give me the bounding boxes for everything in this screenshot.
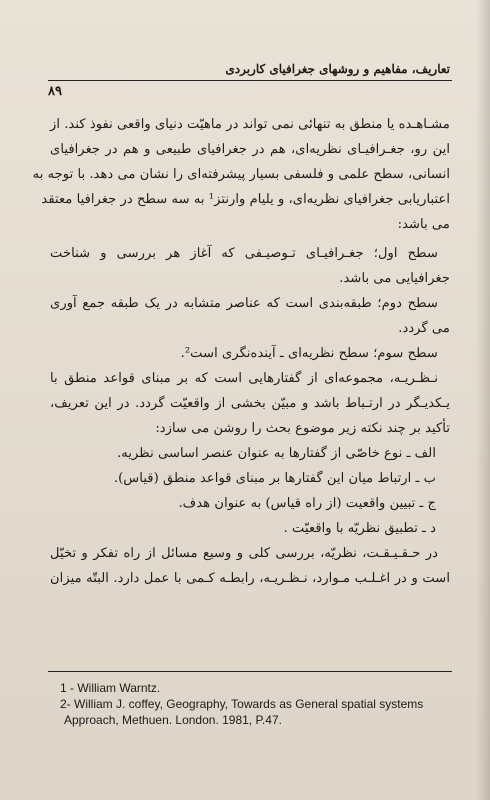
theory-paragraph-line: نـظـریـه، مجموعه‌ای از گفتارهایی است که بر مبنای قواعد منطق با (50, 371, 438, 386)
footnote-rule (48, 671, 452, 672)
paragraph-line: اعتباریابی جغرافیای نظریه‌ای، و یلیام وارنتز¹ به سه سطح در جغرافیا معتقد (41, 192, 450, 207)
list-item-alef: الف ـ نوع خاصّی از گفتارها به عنوان عنصر اساسی نظریه. (117, 446, 436, 461)
theory-paragraph-line: تأکید بر چند نکته زیر موضوع بحث را روشن می سازد: (155, 421, 450, 436)
body-text (32, 112, 450, 591)
level-three-line: سطح سوم؛ سطح نظریه‌ای ـ آینده‌نگری است². (180, 346, 438, 361)
closing-paragraph-line: است و در اغـلـب مـوارد، نـظـریـه، رابطـه کـمی با عمل دارد. البتّه میزان (50, 571, 450, 586)
header-rule (48, 80, 452, 81)
list-item-jim: ج ـ تبیین واقعیت (از راه قیاس) به عنوان هدف. (178, 496, 436, 511)
level-one-line: جغرافیایی می باشد. (339, 271, 450, 286)
footnote-2: 2- William J. coffey, Geography, Towards as General spatial systems (60, 697, 424, 711)
paragraph-line: می باشد: (397, 217, 450, 232)
page-edge-shadow (476, 0, 490, 800)
paragraph-line: این رو، جغـرافیـای نظریه‌ای، هم در جغرافیای طبیعی و هم در جغرافیای (50, 142, 450, 157)
footnotes (60, 680, 450, 728)
footnote-2-continuation: Approach, Methuen. London. 1981, P.47. (64, 713, 282, 727)
page-number: ۸۹ (48, 84, 62, 99)
list-item-dal: د ـ تطبیق نظریّه با واقعیّت . (283, 521, 436, 536)
list-item-be: ب ـ ارتباط میان این گفتارها بر مبنای قواعد منطق (قیاس). (113, 471, 436, 486)
running-head: تعاریف، مفاهیم و روشهای جغرافیای کاربردی (225, 62, 450, 76)
level-two-line: می گردد. (398, 321, 450, 336)
paragraph-line: مشـاهـده یا منطق به تنهائی نمی تواند در ماهیّت دنیای واقعی نفوذ کند. از (50, 117, 450, 132)
footnote-1: 1 - William Warntz. (60, 681, 161, 695)
paragraph-line: انسانی، سطح علمی و فلسفی بسیار پیشرفته‌ای را نشان می دهد. با توجه به (32, 167, 450, 182)
theory-paragraph-line: یـکدیـگر در ارتـباط باشد و مبیّن بخشی از واقعیّت گردد. در این تعریف، (50, 396, 450, 411)
closing-paragraph-line: در حـقـیـقـت، نظریّه، بررسی کلی و وسیع مسائل از راه تفکر و تخیّل (50, 546, 438, 561)
level-two-line: سطح دوم؛ طبقه‌بندی است که عناصر متشابه در یک طبقه جمع آوری (50, 296, 438, 311)
level-one-line: سطح اول؛ جغـرافیـای تـوصیـفی که آغاز هر بررسی و شناخت (50, 246, 438, 261)
